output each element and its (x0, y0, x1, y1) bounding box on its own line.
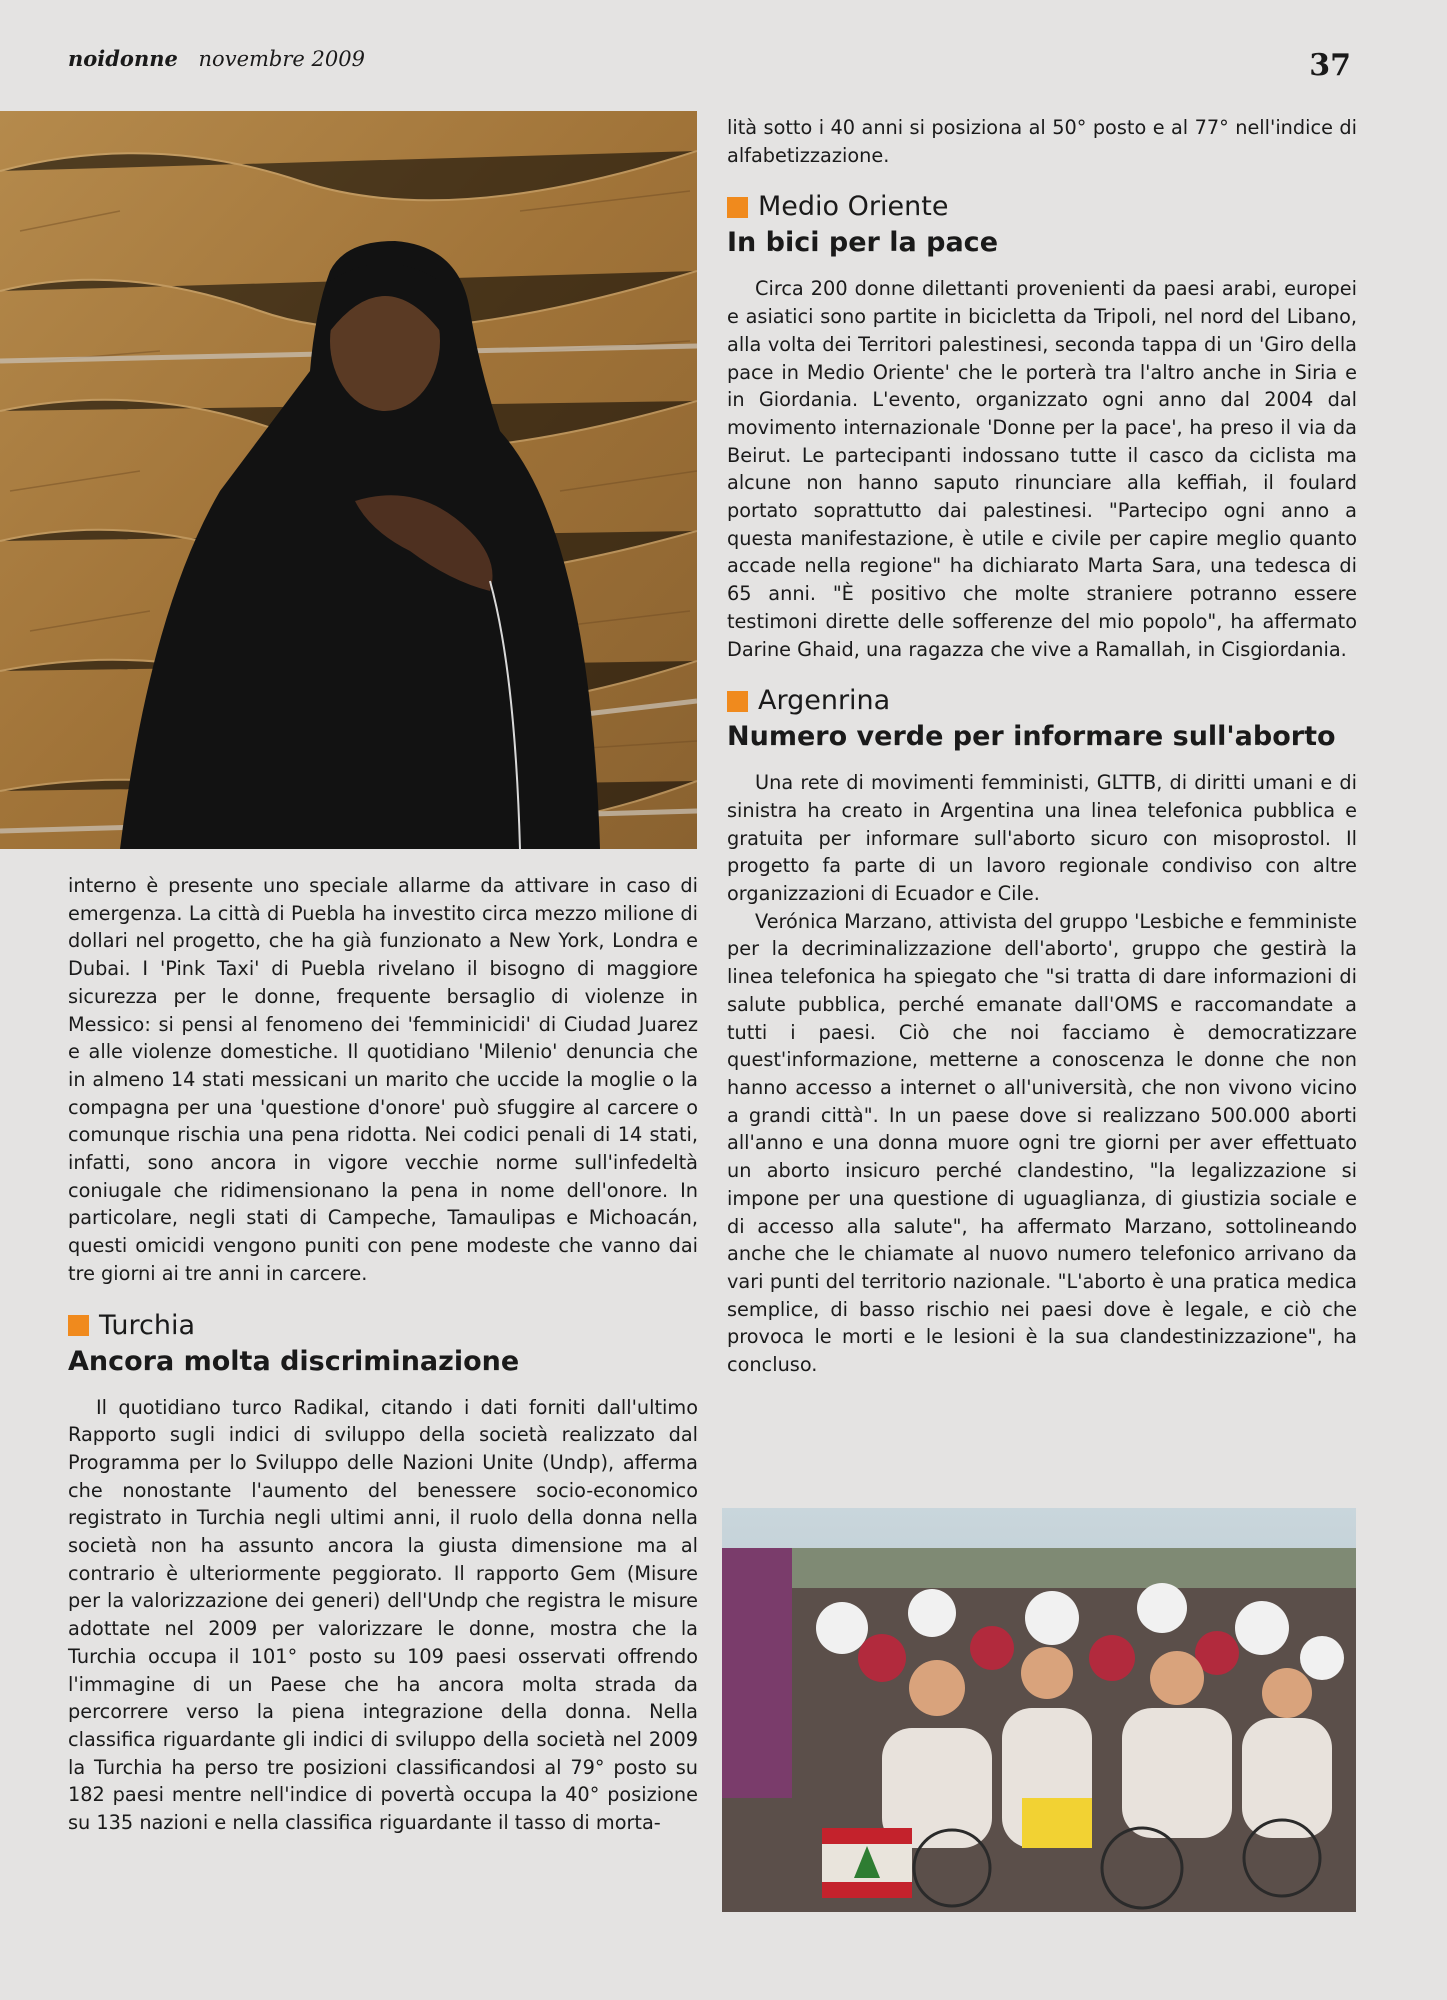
section-argentina (727, 683, 1357, 1378)
magazine-name: noidonne (68, 46, 178, 71)
photo-cyclists-icon (722, 1508, 1356, 1912)
section-body: Il quotidiano turco Radikal, citando i dati forniti dall'ultimo Rapporto sugli indici di sviluppo della società realizzato dal Programma per lo Sviluppo delle Nazioni Unite (Undp), afferma che nonostante l'aumento del benessere socio-economico registrato in Turchia negli ultimi anni, il ruolo della donna nella società non ha assunto ancora la giusta dimensione ma al contrario è ulteriormente peggiorato. Il rapporto Gem (Misure per la valorizzazione dei generi) dell'Undp che registra le misure adottate nel 2009 per valorizzare le donne, mostra che la Turchia occupa il 101° posto su 109 paesi osservati offrendo l'immagine di un Paese che ha ancora molta strada da percorrere verso la piena integrazione della donna. Nella classifica riguardante gli indici di sviluppo della società nel 2009 la Turchia ha perso tre posizioni classificandosi al 79° posto su 182 paesi mentre nell'indice di povertà occupa la 40° posizione su 135 nazioni e nella classifica riguardante il tasso di morta- (68, 1395, 698, 1835)
section-tag-label: Medio Oriente (758, 191, 949, 223)
section-title: Ancora molta discriminazione (68, 1345, 520, 1377)
puebla-continued-text: interno è presente uno speciale allarme da attivare in caso di emergenza. La città di Puebla ha investito circa mezzo milione di dollari nel progetto, che ha già funzionato a New York, Londra e Dubai. I 'Pink Taxi' di Puebla rivelano il bisogno di maggiore sicurezza per le donne, frequente bersaglio di violenze in Messico: si pensi al fenomeno dei 'femminicidi' di Ciudad Juarez e alle violenze domestiche. Il quotidiano 'Milenio' denuncia che in almeno 14 stati messicani un marito che uccide la moglie o la compagna per una 'questione d'onore' può sfuggire al carcere o comunque rischia una pena ridotta. Nei codici penali di 14 stati, infatti, sono ancora in vigore vecchie norme sull'infedeltà coniugale che ridimensionano la pena in nome dell'onore. In particolare, negli stati di Campeche, Tamaulipas e Michoacán, questi omicidi vengono puniti con pene modeste che vanno dai tre giorni ai tre anni in carcere. (68, 874, 698, 1285)
section-body-paragraph-2: Verónica Marzano, attivista del gruppo 'Lesbiche e femministe per la decriminalizzazione dell'aborto', gruppo che gestirà la linea telefonica ha spiegato che "si tratta di dare informazioni di salute pubblica, perché emanate dall'OMS e raccomandate a tutti i paesi. Ciò che noi facciamo è democratizzare quest'informazione, metterne a conoscenza le donne che non hanno accesso a internet o all'università, che non vivono vicino a grandi città". In un paese dove si realizzano 500.000 aborti all'anno e una donna muore ogni tre giorni per aver effettuato un aborto insicuro perché clandestino, "la legalizzazione si impone per una questione di uguaglianza, di giustizia sociale e di accesso alla salute", ha affermato Marzano, sottolineando anche che le chiamate al nuovo numero telefonico arrivano da vari punti del territorio nazionale. "L'aborto è una pratica medica semplice, di basso rischio nei paesi dove è legale, e ciò che provoca le morti e le lesioni è la sua clandestinizzazione", ha concluso. (727, 909, 1357, 1377)
section-tag-medio-oriente (727, 189, 1357, 225)
orange-square-icon (727, 197, 748, 218)
section-title: Numero verde per informare sull'aborto (727, 721, 1336, 753)
section-body: Circa 200 donne dilettanti provenienti da paesi arabi, europei e asiatici sono partite in bicicletta da Tripoli, nel nord del Libano, alla volta dei Territori palestinesi, seconda tappa di un 'Giro della pace in Medio Oriente' che le porterà tra l'altro anche in Siria e in Giordania. L'evento, organizzato ogni anno dal 2004 dal movimento internazionale 'Donne per la pace', ha preso il via da Beirut. Le partecipanti indossano tutte il casco da ciclista ma alcune non hanno saputo rinunciare alla keffiah, il foulard portato soprattutto dai palestinesi. "Partecipo ogni anno a questa manifestazione, è utile e civile per capire meglio quanto accade nella regione" ha dichiarato Marta Sara, una tedesca di 65 anni. "È positivo che molte straniere potranno essere testimoni dirette delle sofferenze del mio popolo", ha affermato Darine Ghaid, una ragazza che vive a Ramallah, in Cisgiordania. (727, 277, 1357, 661)
right-column (727, 114, 1357, 1379)
running-header (68, 46, 365, 71)
left-column (68, 872, 698, 1837)
section-medio-oriente (727, 189, 1357, 663)
issue-date: novembre 2009 (198, 47, 365, 71)
section-tag-label: Turchia (99, 1309, 196, 1341)
section-tag-argentina (727, 683, 1357, 719)
orange-square-icon (68, 1315, 89, 1336)
photo-woman-hay-icon (0, 111, 697, 849)
turchia-continued-text: lità sotto i 40 anni si posiziona al 50° posto e al 77° nell'indice di alfabetizzazione. (727, 116, 1357, 167)
orange-square-icon (727, 691, 748, 712)
section-tag-label: Argenrina (758, 685, 891, 717)
section-tag-turchia (68, 1308, 698, 1344)
section-title: In bici per la pace (727, 227, 999, 259)
page-number: 37 (1309, 48, 1351, 83)
section-turchia (68, 1308, 698, 1837)
section-body-paragraph-1: Una rete di movimenti femministi, GLTTB, di diritti umani e di sinistra ha creato in Argentina una linea telefonica pubblica e gratuita per informare sull'aborto sicuro con misoprostol. Il progetto fa parte di un lavoro regionale condiviso con altre organizzazioni di Ecuador e Cile. (727, 771, 1357, 906)
